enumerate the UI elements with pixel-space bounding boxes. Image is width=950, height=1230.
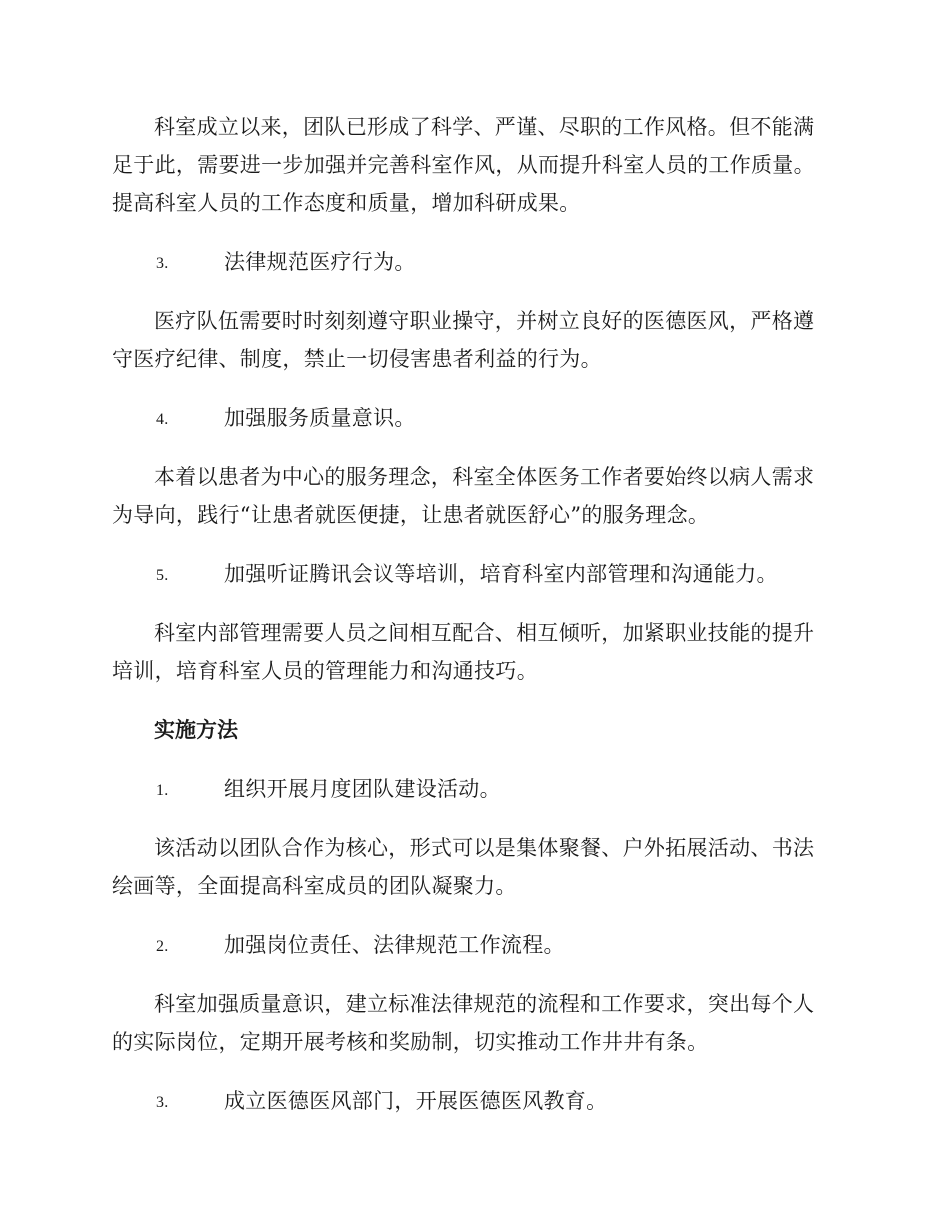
list-number: 2.	[156, 938, 169, 955]
list-item-text: 加强岗位责任、法律规范工作流程。	[224, 933, 565, 957]
section-heading-implementation: 实施方法	[154, 718, 238, 742]
list-item-text: 组织开展月度团队建设活动。	[224, 777, 501, 801]
paragraph-quality-awareness: 科室加强质量意识，建立标准法律规范的流程和工作要求，突出每个人的实际岗位，定期开展考核和奖励制，切实推动工作井井有条。	[112, 992, 815, 1054]
list-item-text: 法律规范医疗行为。	[224, 250, 416, 274]
list-item-text: 加强听证腾讯会议等培训，培育科室内部管理和沟通能力。	[224, 562, 778, 586]
paragraph-medical-ethics: 医疗队伍需要时时刻刻遵守职业操守，并树立良好的医德医风，严格遵守医疗纪律、制度，禁止一切侵害患者利益的行为。	[112, 309, 815, 371]
paragraph-work-style: 科室成立以来，团队已形成了科学、严谨、尽职的工作风格。但不能满足于此，需要进一步加强并完善科室作风，从而提升科室人员的工作质量。提高科室人员的工作态度和质量，增加科研成果。	[112, 115, 815, 215]
list-item-text: 加强服务质量意识。	[224, 406, 416, 430]
document-page	[112, 108, 832, 1141]
list-number: 5.	[156, 567, 169, 584]
list-item-2-responsibility	[112, 926, 832, 964]
list-item-3-ethics-department	[112, 1082, 832, 1120]
paragraph-internal-management: 科室内部管理需要人员之间相互配合、相互倾听，加紧职业技能的提升培训，培育科室人员的管理能力和沟通技巧。	[112, 621, 815, 683]
list-item-3-legal-medical	[112, 243, 832, 281]
list-item-5-training	[112, 555, 832, 593]
paragraph-service-concept: 本着以患者为中心的服务理念，科室全体医务工作者要始终以病人需求为导向，践行“让患者就医便捷，让患者就医舒心”的服务理念。	[112, 465, 815, 527]
list-item-4-service-quality	[112, 399, 832, 437]
list-number: 3.	[156, 255, 169, 272]
list-number: 4.	[156, 411, 169, 428]
list-item-text: 成立医德医风部门，开展医德医风教育。	[224, 1089, 608, 1113]
paragraph-team-activity: 该活动以团队合作为核心，形式可以是集体聚餐、户外拓展活动、书法绘画等，全面提高科室成员的团队凝聚力。	[112, 836, 815, 898]
list-number: 3.	[156, 1094, 169, 1111]
list-item-1-team-building	[112, 770, 832, 808]
list-number: 1.	[156, 782, 169, 799]
